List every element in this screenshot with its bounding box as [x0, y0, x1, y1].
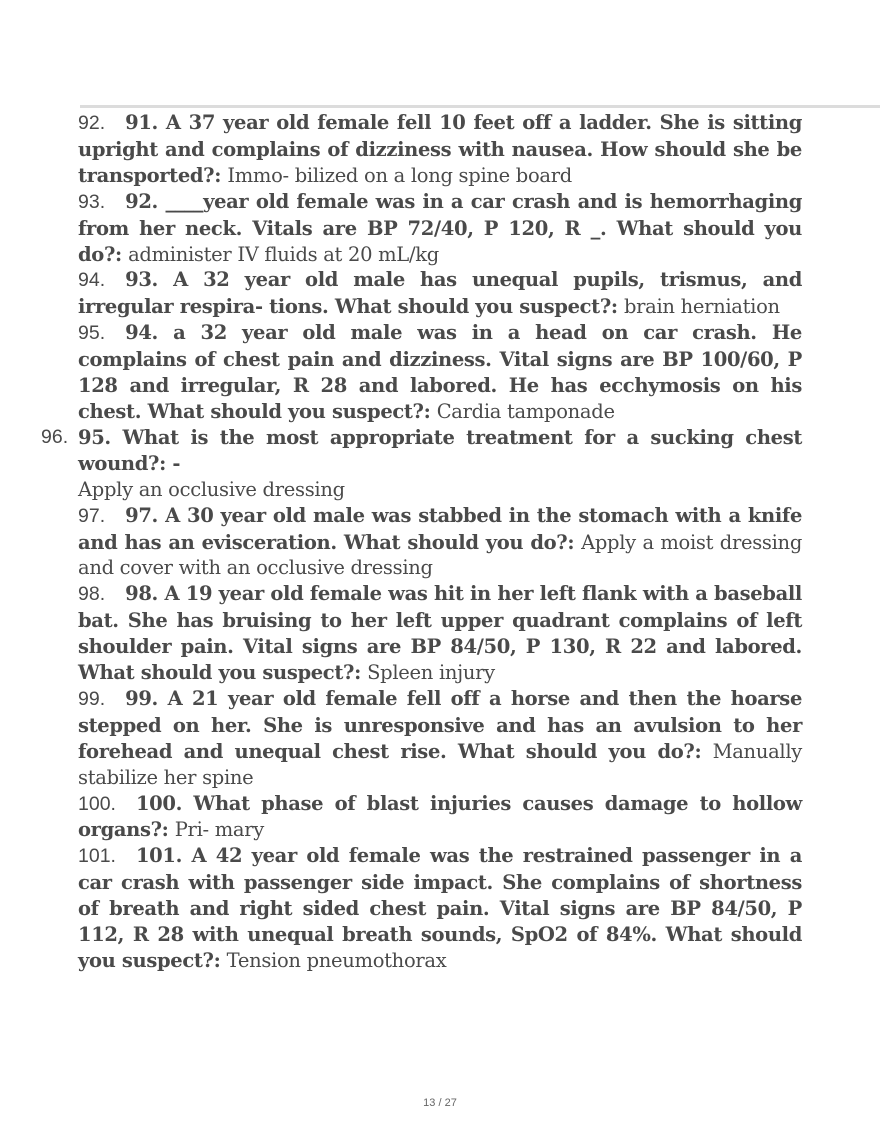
item-number: 97. — [78, 504, 106, 527]
answer-text: Tension pneumothorax — [226, 949, 447, 972]
answer-text: Cardia tamponade — [436, 399, 615, 423]
question-text: 101. A 42 year old female was the restrained passenger in a car crash with passenger side impact. She complains of shortness of breath and right sided chest pain. Vital signs are BP 84/50, P 112, R 28 with unequal breath sounds, SpO2 of 84%. What should you suspect?: — [78, 844, 802, 972]
question-text: 92. ____year old female was in a car crash and is hemorrhaging from her neck. Vitals are BP 72/40, P 120, R _. What should you do?: — [78, 189, 802, 266]
question-text: 98. A 19 year old female was hit in her left flank with a baseball bat. She has bruising to her left upper quadrant complains of left shoulder pain. Vital signs are BP 84/50, P 130, R 22 and labored. What should you suspect?: — [78, 582, 802, 685]
item-number: 101. — [78, 845, 116, 868]
item-number: 95. — [78, 322, 106, 345]
list-item — [78, 791, 802, 844]
answer-text: brain herniation — [623, 295, 780, 319]
question-text: 94. a 32 year old male was in a head on car crash. He complains of chest pain and dizziness. Vital signs are BP 100/60, P 128 and irregular, R 28 and labored. He has ecchymosis on his chest. What should you suspect?: — [78, 321, 802, 423]
item-number: 92. — [78, 112, 106, 134]
item-number: 96. — [41, 425, 69, 448]
answer-text: Immo- bilized on a long spine board — [227, 163, 572, 187]
list-item — [78, 110, 802, 189]
answer-text: Spleen injury — [367, 661, 495, 685]
item-number: 93. — [78, 190, 106, 213]
question-text: 97. A 30 year old male was stabbed in the stomach with a knife and has an evisceration. What should you do?: — [78, 503, 802, 554]
list-item — [78, 843, 802, 974]
question-text: 93. A 32 year old male has unequal pupils, trismus, and irregular respira- tions. What should you suspect?: — [78, 268, 802, 319]
list-item — [78, 189, 802, 268]
answer-text: Manually stabilize her spine — [78, 739, 802, 789]
flashcard-list — [41, 110, 802, 974]
question-text: 91. A 37 year old female fell 10 feet off a ladder. She is sitting upright and complains of dizziness with nausea. How should she be transported?: — [78, 111, 802, 187]
answer-text: administer IV fluids at 20 mL/kg — [128, 242, 439, 266]
list-item — [78, 581, 802, 686]
list-item — [78, 267, 802, 320]
item-number: 98. — [78, 583, 106, 606]
item-number: 94. — [78, 269, 106, 292]
header-divider — [80, 105, 880, 108]
list-item — [41, 425, 802, 503]
answer-text: Pri- mary — [174, 818, 264, 842]
answer-text: Apply an occlusive dressing — [78, 477, 345, 501]
page-number: 13 / 27 — [423, 1097, 457, 1109]
answer-text: Apply a moist dressing and cover with an occlusive dressing — [78, 530, 802, 580]
item-number: 99. — [78, 687, 106, 710]
question-text: 100. What phase of blast injuries causes damage to hollow organs?: — [78, 791, 802, 842]
list-item — [78, 686, 802, 791]
question-text: 99. A 21 year old female fell off a horse and then the hoarse stepped on her. She is unresponsive and has an avulsion to her forehead and unequal chest rise. What should you do?: — [78, 686, 802, 763]
item-number: 100. — [78, 792, 116, 815]
question-text: 95. What is the most appropriate treatment for a sucking chest wound?: - — [78, 425, 802, 475]
list-item — [78, 320, 802, 425]
list-item — [78, 503, 802, 582]
